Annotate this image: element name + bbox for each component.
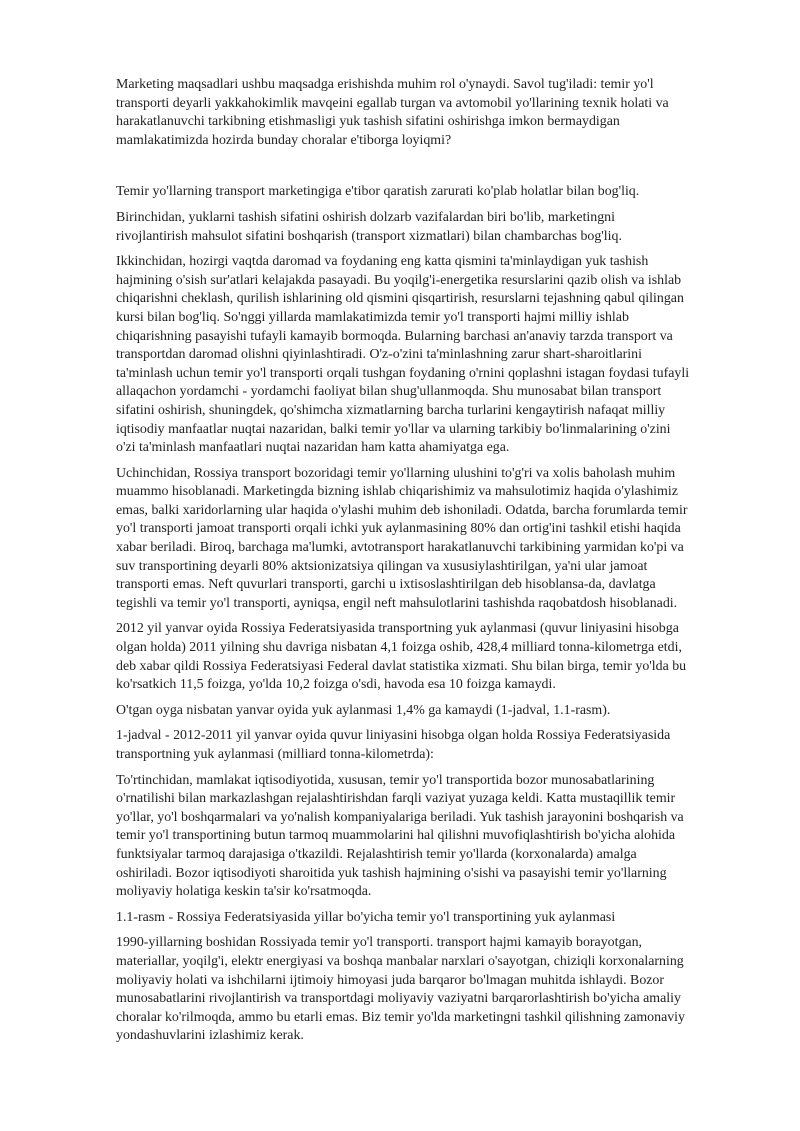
paragraph-second: Ikkinchidan, hozirgi vaqtda daromad va foydaning eng katta qismini ta'minlaydigan yuk tashish hajmining o'sish sur'atlari kelajakda pasayadi. Bu yoqilg'i-energetika resurslarini qazib olish va ishlab chiqarishni cheklash, qurilish ishlarining old qismini qisqartirish, resurslarni tejashning qabul qilingan kursi bilan bog'liq. So'nggi yillarda mamlakatimizda temir yo'l transporti hajmi milliy ishlab chiqarishning pasayishi tufayli kamayib bormoqda. Bularning barchasi an'anaviy tarzda transport va transportdan daromad olishni qiyinlashtiradi. O'z-o'zini ta'minlashning zarur shart-sharoitlarini ta'minlash uchun temir yo'l transporti orqali tushgan foydaning o'rnini qoplashni istagan foydasi tufayli allaqachon yordamchi - yordamchi faoliyat bilan shug'ullanmoqda. Shu munosabat bilan transport sifatini oshirish, shuningdek, qo'shimcha xizmatlarning barcha turlarini kengaytirish nafaqat milliy iqtisodiy manfaatlar nuqtai nazaridan, balki temir yo'llar va ularning tarkibiy bo'linmalarining o'zini o'zi ta'minlash manfaatlari nuqtai nazaridan ham katta ahamiyatga ega. (116, 254, 690, 456)
table-caption: 1-jadval - 2012-2011 yil yanvar oyida quvur liniyasini hisobga olgan holda Rossiya Federatsiyasida transportning yuk aylanmasi (milliard tonna-kilometrda): (116, 728, 671, 762)
figure-caption: 1.1-rasm - Rossiya Federatsiyasida yillar bo'yicha temir yo'l transportining yuk aylanmasi (116, 909, 616, 925)
paragraph-conclusion: 1990-yillarning boshidan Rossiyada temir yo'l transporti. transport hajmi kamayib borayotgan, materiallar, yoqilg'i, elektr energiyasi va boshqa manbalar narxlari o'sayotgan, chiziqli korxonalarning moliyaviy holati va ishchilarni ijtimoiy himoyasi juda barqaror bo'lmagan muhitda ishlaydi. Bozor munosabatlarini rivojlantirish va transportdagi moliyaviy vaziyatni barqarorlashtirish bo'yicha amaliy choralar ko'rilmoqda, ammo bu etarli emas. Biz temir yo'lda marketingni tashkil qilishning zamonaviy yondashuvlarini izlashimiz kerak. (116, 935, 685, 1044)
paragraph-third: Uchinchidan, Rossiya transport bozoridagi temir yo'llarning ulushini to'g'ri va xolis baholash muhim muammo hisoblanadi. Marketingda bizning ishlab chiqarishimiz va mahsulotimiz haqida o'ylashimiz emas, balki xaridorlarning ular haqida o'ylashi muhim deb ishoniladi. Odatda, barcha forumlarda temir yo'l transporti jamoat transporti orqali ichki yuk aylanmasining 80% dan ortig'ini tashkil etishi haqida xabar beriladi. Biroq, barchaga ma'lumki, avtotransport harakatlanuvchi tarkibining yarmidan ko'pi va suv transportining deyarli 80% aktsionizatsiya qilingan va xususiylashtirilgan, ya'ni ular jamoat transporti emas. Neft quvurlari transporti, garchi u ixtisoslashtirilgan deb hisoblansa-da, davlatga tegishli va temir yo'l transporti, ayniqsa, engil neft mahsulotlarini tashishda raqobatdosh hisoblanadi. (116, 465, 688, 611)
paragraph-statistics: 2012 yil yanvar oyida Rossiya Federatsiyasida transportning yuk aylanmasi (quvur liniyasini hisobga olgan holda) 2011 yilning shu davriga nisbatan 4,1 foizga oshib, 428,4 milliard tonna-kilometrga etdi, deb xabar qildi Rossiya Federatsiyasi Federal davlat statistika xizmati. Shu bilan birga, temir yo'lda bu ko'rsatkich 11,5 foizga, yo'lda 10,2 foizga o'sdi, havoda esa 10 foizga kamaydi. (116, 621, 687, 693)
paragraph-fourth: To'rtinchidan, mamlakat iqtisodiyotida, xususan, temir yo'l transportida bozor munosabatlarining o'rnatilishi bilan markazlashgan rejalashtirishdan farqli vaziyat yuzaga keldi. Katta mustaqillik temir yo'llar, yo'l boshqarmalari va yo'nalish kompaniyalariga beriladi. Yuk tashish jarayonini boshqarish va temir yo'l transportining butun tarmoq muammolarini hal qilishni muvofiqlashtirish bo'yicha alohida funktsiyalar tarmoq darajasiga o'tkazildi. Rejalashtirish temir yo'llarda (korxonalarda) amalga oshiriladi. Bozor iqtisodiyoti sharoitida yuk tashish hajmining o'sishi va pasayishi temir yo'llarning moliyaviy holatiga keskin ta'sir ko'rsatmoqda. (116, 772, 684, 900)
paragraph-intro: Marketing maqsadlari ushbu maqsadga erishishda muhim rol o'ynaydi. Savol tug'iladi: temir yo'l transporti deyarli yakkahokimlik mavqeini egallab turgan va avtomobil yo'llarining texnik holati va harakatlanuvchi tarkibning etishmasligi yuk tashish sifatini oshirishga imkon bermaydigan mamlakatimizda hozirda bunday choralar e'tiborga loyiqmi? (116, 77, 669, 148)
paragraph-monthly-change: O'tgan oyga nisbatan yanvar oyida yuk aylanmasi 1,4% ga kamaydi (1-jadval, 1.1-rasm). (116, 702, 611, 718)
paragraph-reasons: Temir yo'llarning transport marketingiga e'tibor qaratish zarurati ko'plab holatlar bilan bog'liq. (116, 184, 640, 200)
paragraph-first: Birinchidan, yuklarni tashish sifatini oshirish dolzarb vazifalardan biri bo'lib, marketingni rivojlantirish mahsulot sifatini boshqarish (transport xizmatlari) bilan chambarchas bog'liq. (116, 209, 622, 244)
document-page (116, 76, 690, 1053)
